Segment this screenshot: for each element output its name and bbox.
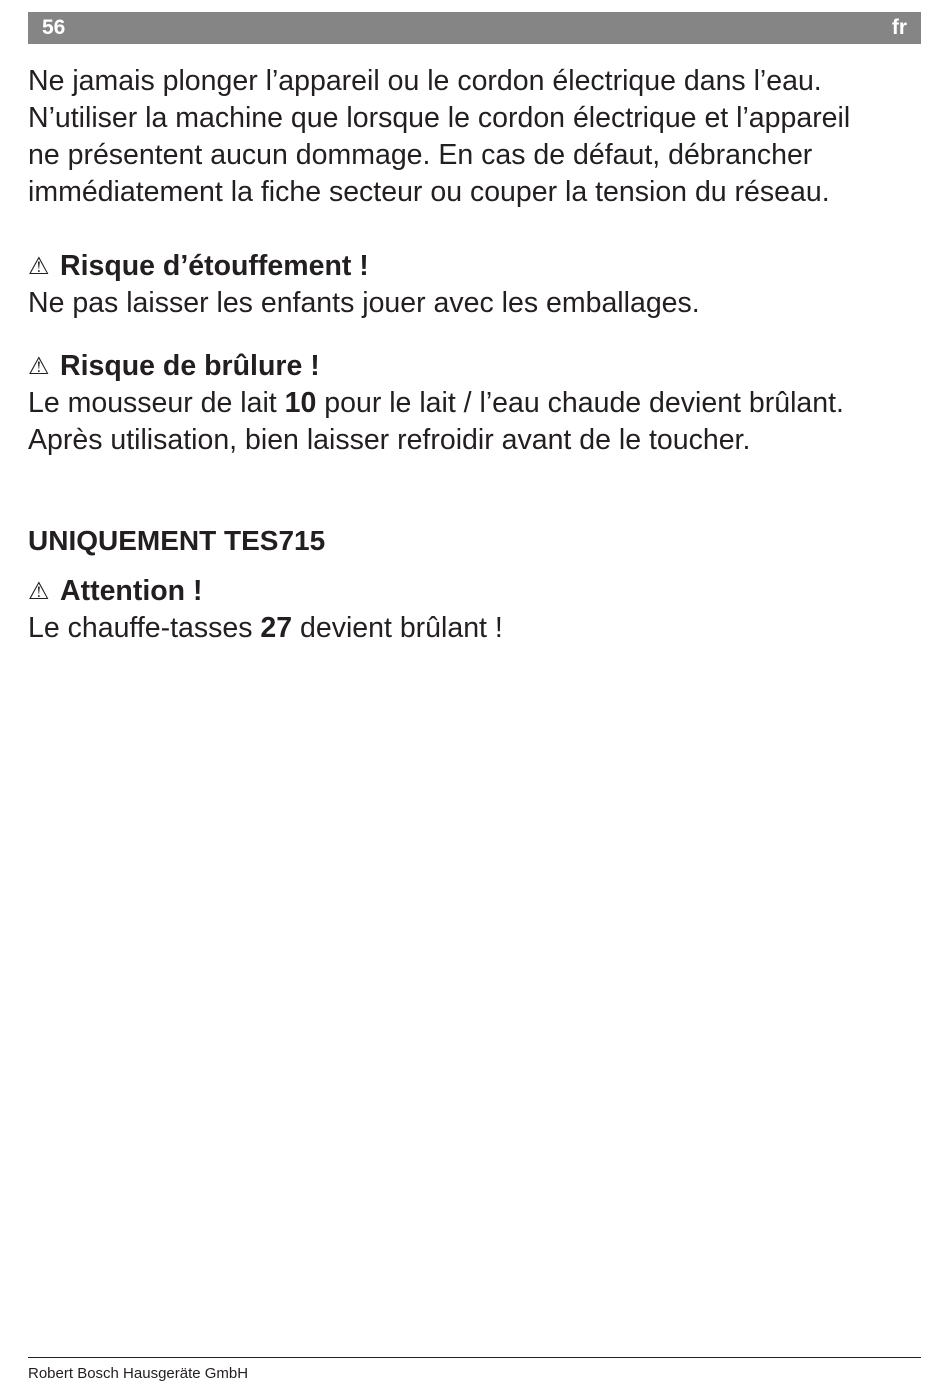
warning-triangle-icon: ⚠ <box>28 352 50 380</box>
cup-warmer-reference: 27 <box>260 612 293 644</box>
attention-warning <box>28 573 921 647</box>
intro-line-3: ne présentent aucun dommage. En cas de défaut, débrancher <box>28 139 813 171</box>
suffocation-warning <box>28 248 921 322</box>
intro-line-4: immédiatement la fiche secteur ou couper la tension du réseau. <box>28 176 830 208</box>
intro-line-2: N’utiliser la machine que lorsque le cordon électrique et l’appareil <box>28 102 851 134</box>
burn-warning-text-after: pour le lait / l’eau chaude devient brûlant. <box>316 387 844 419</box>
suffocation-warning-text: Ne pas laisser les enfants jouer avec les emballages. <box>28 287 700 319</box>
attention-text-after: devient brûlant ! <box>292 612 503 644</box>
page-header-bar <box>28 12 921 44</box>
page-content <box>28 63 921 647</box>
burn-warning-title: Risque de brûlure ! <box>60 350 320 382</box>
intro-line-1: Ne jamais plonger l’appareil ou le cordon électrique dans l’eau. <box>28 65 822 97</box>
warning-triangle-icon: ⚠ <box>28 577 50 605</box>
footer-divider <box>28 1357 921 1358</box>
burn-warning <box>28 348 921 459</box>
page-number: 56 <box>42 16 66 39</box>
warning-triangle-icon: ⚠ <box>28 252 50 280</box>
burn-warning-heading <box>28 348 921 385</box>
language-code: fr <box>891 16 907 39</box>
attention-warning-title: Attention ! <box>60 575 203 607</box>
attention-warning-text <box>28 610 921 647</box>
burn-warning-line-1 <box>28 385 921 422</box>
attention-warning-heading <box>28 573 921 610</box>
attention-text-before: Le chauffe-tasses <box>28 612 261 644</box>
model-section-title: UNIQUEMENT TES715 <box>28 525 326 556</box>
suffocation-warning-title: Risque d’étouffement ! <box>60 250 369 282</box>
burn-warning-text-before: Le mousseur de lait <box>28 387 285 419</box>
footer-company: Robert Bosch Hausgeräte GmbH <box>28 1365 249 1382</box>
intro-paragraph <box>28 63 921 211</box>
milk-frother-reference: 10 <box>284 387 317 419</box>
suffocation-warning-heading <box>28 248 921 285</box>
burn-warning-line-2: Après utilisation, bien laisser refroidir avant de le toucher. <box>28 424 751 456</box>
